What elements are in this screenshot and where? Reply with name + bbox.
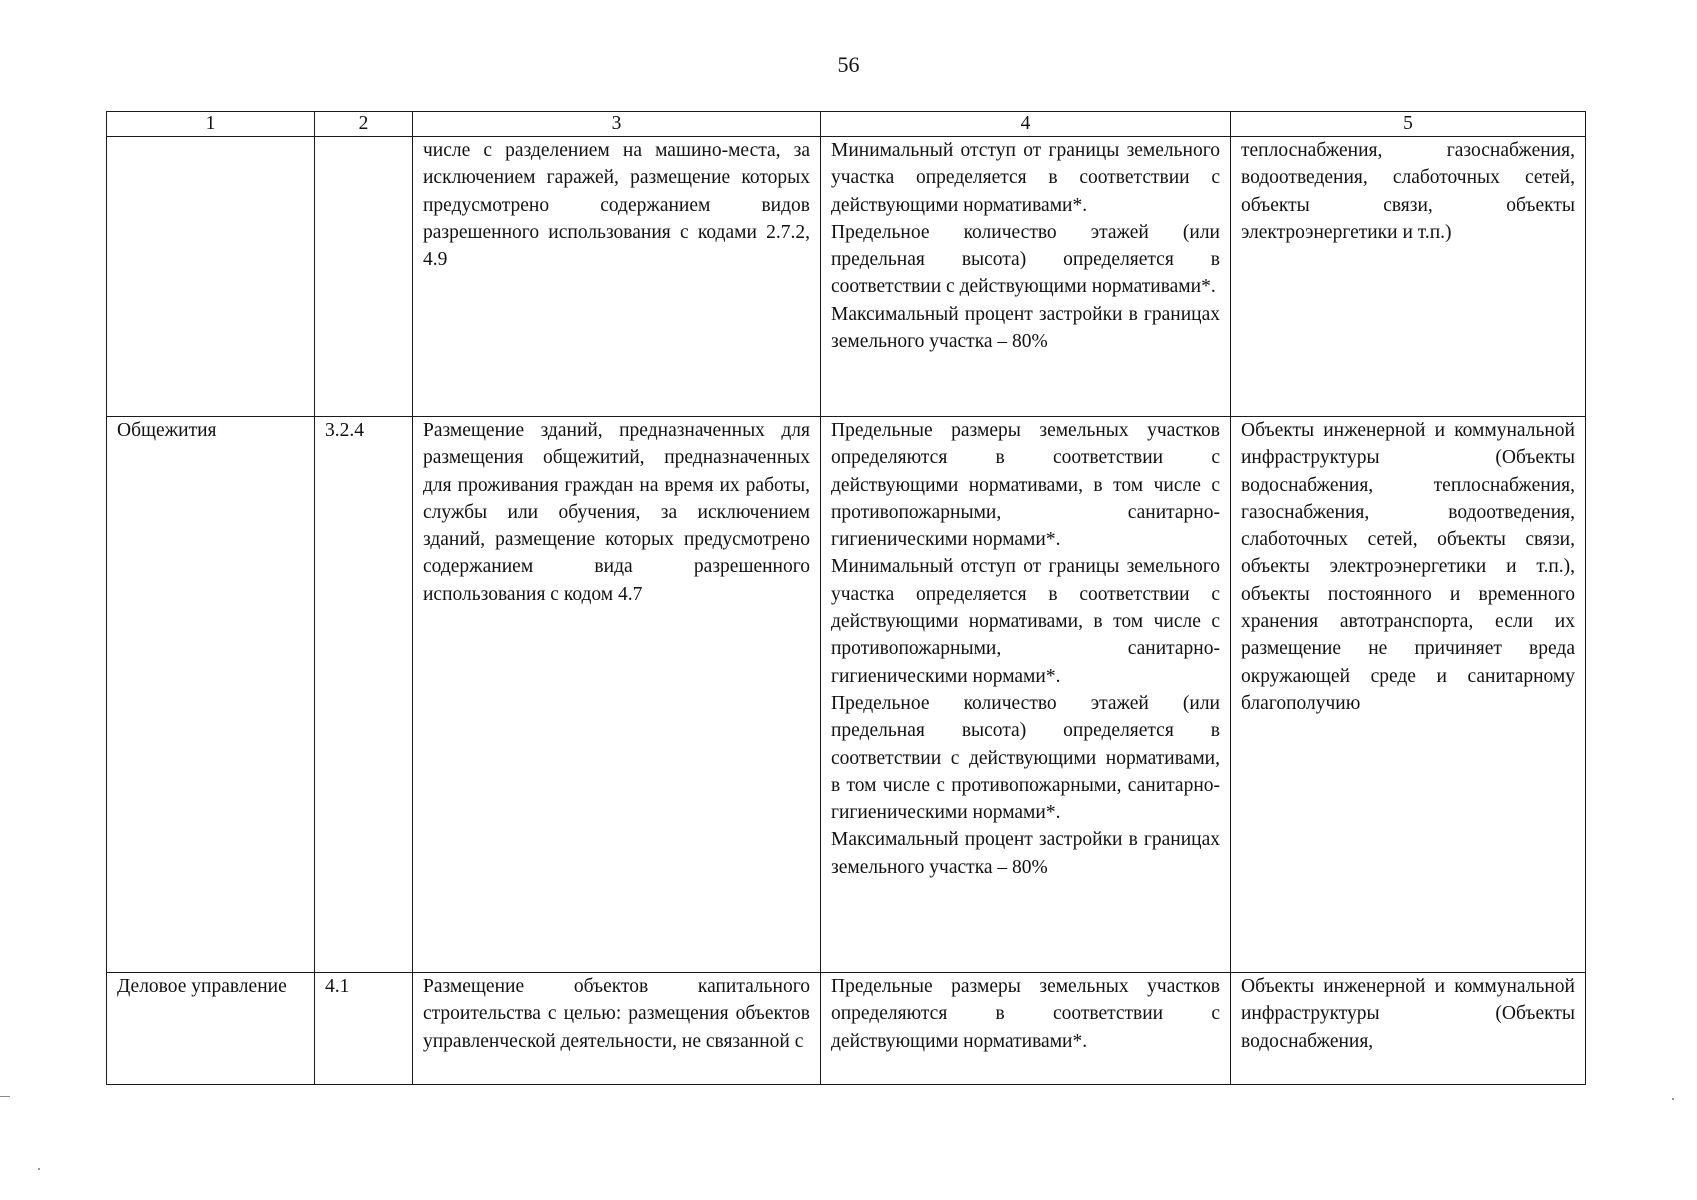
table-row: [107, 973, 1586, 1085]
parameter-paragraph: Максимальный процент застройки в границах земельного участка – 80%: [831, 829, 1220, 878]
column-header-1: 1: [107, 112, 315, 137]
use-code-cell: [315, 137, 413, 417]
auxiliary-uses-cell: Объекты инженерной и коммунальной инфраструктуры (Объекты водоснабжения, теплоснабжения, газоснабжения, водоотведения, слаботочных сетей, объекты связи, объекты электроэнергетики и т.п.), объекты постоянного и временного хранения автотранспорта, если их размещение не причиняет вреда окружающей среде и санитарному благополучию: [1231, 417, 1586, 973]
use-code-cell: 4.1: [315, 973, 413, 1085]
scan-speck: [38, 1168, 40, 1170]
column-header-4: 4: [821, 112, 1231, 137]
column-header-3: 3: [413, 112, 821, 137]
use-description-cell: Размещение зданий, предназначенных для размещения общежитий, предназначенных для проживания граждан на время их работы, службы или обучения, за исключением зданий, размещение которых предусмотрено содержанием вида разрешенного использования с кодом 4.7: [413, 417, 821, 973]
table-row: [107, 137, 1586, 417]
auxiliary-uses-cell: Объекты инженерной и коммунальной инфраструктуры (Объекты водоснабжения,: [1231, 973, 1586, 1085]
use-description-cell: числе с разделением на машино-места, за исключением гаражей, размещение которых предусмотрено содержанием видов разрешенного использования с кодами 2.7.2, 4.9: [413, 137, 821, 417]
parameter-paragraph: Предельное количество этажей (или предельная высота) определяется в соответствии с действующими нормативами, в том числе с противопожарными, санитарно-гигиеническими нормами*.: [831, 692, 1220, 824]
parameters-cell: [821, 973, 1231, 1085]
parameters-cell: [821, 137, 1231, 417]
parameters-cell: [821, 417, 1231, 973]
parameter-paragraph: Максимальный процент застройки в границах земельного участка – 80%: [831, 303, 1220, 353]
parameter-paragraph: Предельные размеры земельных участков определяются в соответствии с действующими нормативами, в том числе с противопожарными, санитарно-гигиеническими нормами*.: [831, 420, 1220, 551]
parameter-paragraph: Минимальный отступ от границы земельного участка определяется в соответствии с действующими нормативами, в том числе с противопожарными, санитарно-гигиеническими нормами*.: [831, 556, 1220, 687]
use-name-cell: Общежития: [107, 417, 315, 973]
scan-speck: [1672, 1098, 1674, 1100]
page-number: 56: [837, 52, 860, 77]
use-code-cell: 3.2.4: [315, 417, 413, 973]
scan-margin-mark: [0, 1096, 10, 1097]
parameter-paragraph: Минимальный отступ от границы земельного участка определяется в соответствии с действующими нормативами*.: [831, 140, 1220, 216]
use-description-cell: Размещение объектов капитального строительства с целью: размещения объектов управленческой деятельности, не связанной с: [413, 973, 821, 1085]
column-header-5: 5: [1231, 112, 1586, 137]
parameter-paragraph: Предельное количество этажей (или предельная высота) определяется в соответствии с действующими нормативами*.: [831, 221, 1220, 298]
auxiliary-uses-cell: теплоснабжения, газоснабжения, водоотведения, слаботочных сетей, объекты связи, объекты электроэнергетики и т.п.): [1231, 137, 1586, 417]
table-header-row: [107, 112, 1586, 137]
table-row: [107, 417, 1586, 973]
use-name-cell: Деловое управление: [107, 973, 315, 1085]
column-header-2: 2: [315, 112, 413, 137]
use-name-cell: [107, 137, 315, 417]
parameter-paragraph: Предельные размеры земельных участков определяются в соответствии с действующими нормативами*.: [831, 976, 1220, 1052]
regulations-table: [106, 111, 1586, 1085]
